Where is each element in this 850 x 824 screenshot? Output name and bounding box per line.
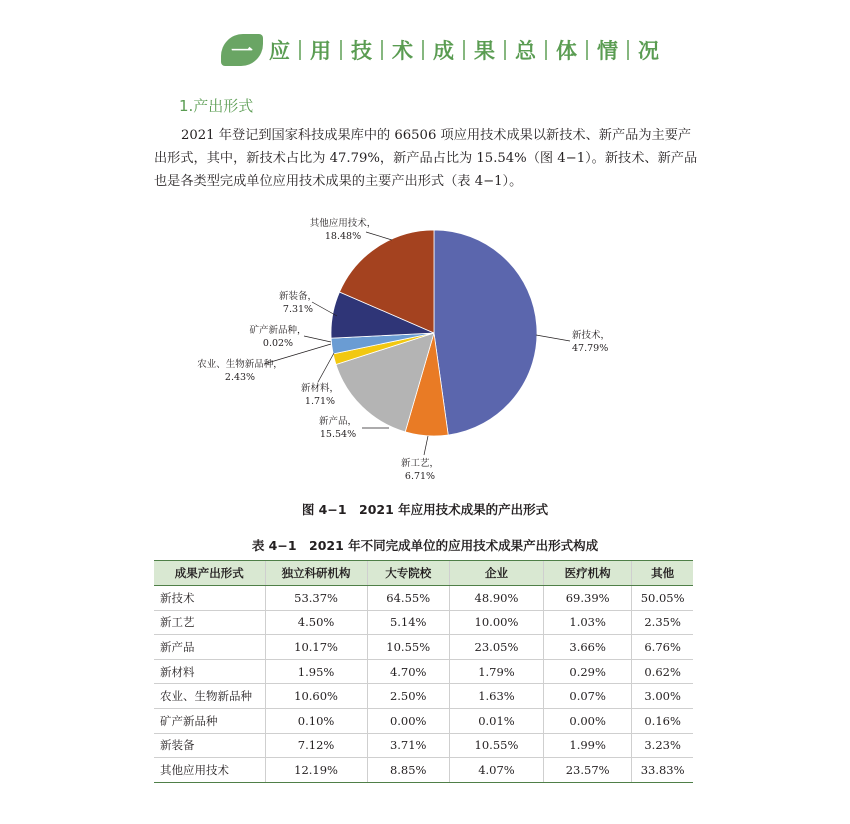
- section-title: [269, 35, 659, 65]
- slice-name-label: 新技术，: [572, 330, 611, 341]
- title-separator: [340, 40, 342, 60]
- table-header-cell: 大专院校: [367, 561, 449, 586]
- title-separator: [422, 40, 424, 60]
- slice-value-label: 6.71%: [404, 471, 436, 482]
- table-row: [154, 610, 693, 635]
- figure-caption: 图 4−1 2021 年应用技术成果的产出形式: [301, 502, 549, 517]
- table-cell: 8.85%: [367, 758, 449, 783]
- table-cell: 53.37%: [265, 586, 367, 611]
- table-header-cell: 独立科研机构: [265, 561, 367, 586]
- table-cell: 23.57%: [544, 758, 632, 783]
- table-cell: 64.55%: [367, 586, 449, 611]
- slice-value-label: 47.79%: [572, 343, 609, 354]
- title-separator: [586, 40, 588, 60]
- table-cell: 50.05%: [632, 586, 693, 611]
- table-row: [154, 684, 693, 709]
- table-cell: 4.50%: [265, 610, 367, 635]
- slice-value-label: 18.48%: [324, 231, 362, 242]
- table-row: [154, 758, 693, 783]
- table-cell: 10.17%: [265, 635, 367, 660]
- leader-line: [424, 436, 428, 455]
- table-cell: 0.16%: [632, 708, 693, 733]
- title-separator: [299, 40, 301, 60]
- section-title-char: 况: [638, 39, 659, 63]
- table-cell: 0.01%: [449, 708, 543, 733]
- slice-name-label: 新装备，: [278, 291, 318, 302]
- table-cell: 新材料: [154, 659, 265, 684]
- table-cell: 3.71%: [367, 733, 449, 758]
- pie-slice: [434, 230, 537, 435]
- table-cell: 新产品: [154, 635, 265, 660]
- leader-line: [366, 232, 392, 240]
- table-cell: 10.55%: [449, 733, 543, 758]
- table-row: [154, 586, 693, 611]
- pie-chart: [0, 200, 850, 500]
- table-caption: 表 4−1 2021 年不同完成单位的应用技术成果产出形式构成: [251, 538, 599, 553]
- table-header-cell: 其他: [632, 561, 693, 586]
- table-cell: 0.62%: [632, 659, 693, 684]
- title-separator: [381, 40, 383, 60]
- table-cell: 3.23%: [632, 733, 693, 758]
- table-cell: 0.00%: [544, 708, 632, 733]
- section-title-char: 用: [310, 39, 331, 63]
- section-title-char: 成: [433, 39, 454, 63]
- section-title-char: 技: [351, 39, 372, 63]
- table-cell: 23.05%: [449, 635, 543, 660]
- table-cell: 48.90%: [449, 586, 543, 611]
- table-cell: 其他应用技术: [154, 758, 265, 783]
- table-cell: 0.00%: [367, 708, 449, 733]
- section-title-char: 应: [269, 39, 290, 63]
- table-cell: 12.19%: [265, 758, 367, 783]
- leader-line: [318, 353, 334, 382]
- table-body: [154, 586, 693, 783]
- slice-value-label: 0.02%: [262, 338, 294, 349]
- table-cell: 1.95%: [265, 659, 367, 684]
- section-number-badge: 一: [221, 34, 263, 66]
- table-cell: 7.12%: [265, 733, 367, 758]
- section-title-char: 果: [474, 39, 495, 63]
- body-paragraph: [154, 124, 699, 193]
- table-header-cell: 医疗机构: [544, 561, 632, 586]
- table-row: [154, 659, 693, 684]
- slice-value-label: 2.43%: [224, 372, 256, 383]
- table-cell: 1.79%: [449, 659, 543, 684]
- section-title-char: 体: [556, 39, 577, 63]
- section-title-char: 情: [597, 39, 618, 63]
- table-cell: 1.99%: [544, 733, 632, 758]
- slice-value-label: 1.71%: [304, 396, 336, 407]
- paragraph-text: 2021 年登记到国家科技成果库中的 66506 项应用技术成果以新技术、新产品为主要产出形式，其中，新技术占比为 47.79%，新产品占比为 15.54%（图 4−1）。新技术、新产品也是各类型完成单位应用技术成果的主要产出形式（表 4−1）。: [154, 128, 698, 189]
- table-row: [154, 708, 693, 733]
- title-separator: [504, 40, 506, 60]
- table-row: [154, 635, 693, 660]
- leader-line: [304, 336, 331, 342]
- slice-name-label: 矿产新品种，: [249, 325, 307, 336]
- table-cell: 69.39%: [544, 586, 632, 611]
- subsection-title: 1.产出形式: [179, 97, 254, 115]
- table-cell: 0.07%: [544, 684, 632, 709]
- table-cell: 1.63%: [449, 684, 543, 709]
- slice-value-label: 15.54%: [319, 429, 357, 440]
- table-cell: 2.50%: [367, 684, 449, 709]
- table-cell: 10.60%: [265, 684, 367, 709]
- slice-value-label: 7.31%: [282, 304, 314, 315]
- table-cell: 3.00%: [632, 684, 693, 709]
- data-table: [154, 560, 693, 783]
- table-cell: 3.66%: [544, 635, 632, 660]
- leader-line: [536, 335, 570, 341]
- table-cell: 0.29%: [544, 659, 632, 684]
- table-cell: 6.76%: [632, 635, 693, 660]
- table-row: [154, 733, 693, 758]
- section-heading: [221, 30, 659, 70]
- table-cell: 矿产新品种: [154, 708, 265, 733]
- slice-name-label: 农业、生物新品种，: [197, 359, 283, 370]
- title-separator: [627, 40, 629, 60]
- table-cell: 0.10%: [265, 708, 367, 733]
- table-cell: 4.07%: [449, 758, 543, 783]
- table-cell: 1.03%: [544, 610, 632, 635]
- title-separator: [463, 40, 465, 60]
- table-cell: 农业、生物新品种: [154, 684, 265, 709]
- table-header-cell: 成果产出形式: [154, 561, 265, 586]
- title-separator: [545, 40, 547, 60]
- slice-name-label: 新工艺，: [400, 458, 440, 469]
- table-cell: 新装备: [154, 733, 265, 758]
- leader-line: [312, 302, 337, 316]
- table-cell: 5.14%: [367, 610, 449, 635]
- slice-name-label: 其他应用技术，: [309, 218, 377, 229]
- table-cell: 新工艺: [154, 610, 265, 635]
- slice-name-label: 新材料，: [300, 383, 340, 394]
- slice-name-label: 新产品，: [318, 416, 358, 427]
- table-cell: 10.55%: [367, 635, 449, 660]
- section-title-char: 总: [515, 39, 536, 63]
- table-cell: 33.83%: [632, 758, 693, 783]
- table-cell: 10.00%: [449, 610, 543, 635]
- section-title-char: 术: [392, 39, 413, 63]
- table-cell: 2.35%: [632, 610, 693, 635]
- table-header-row: [154, 561, 693, 586]
- table-cell: 4.70%: [367, 659, 449, 684]
- table-header-cell: 企业: [449, 561, 543, 586]
- table-cell: 新技术: [154, 586, 265, 611]
